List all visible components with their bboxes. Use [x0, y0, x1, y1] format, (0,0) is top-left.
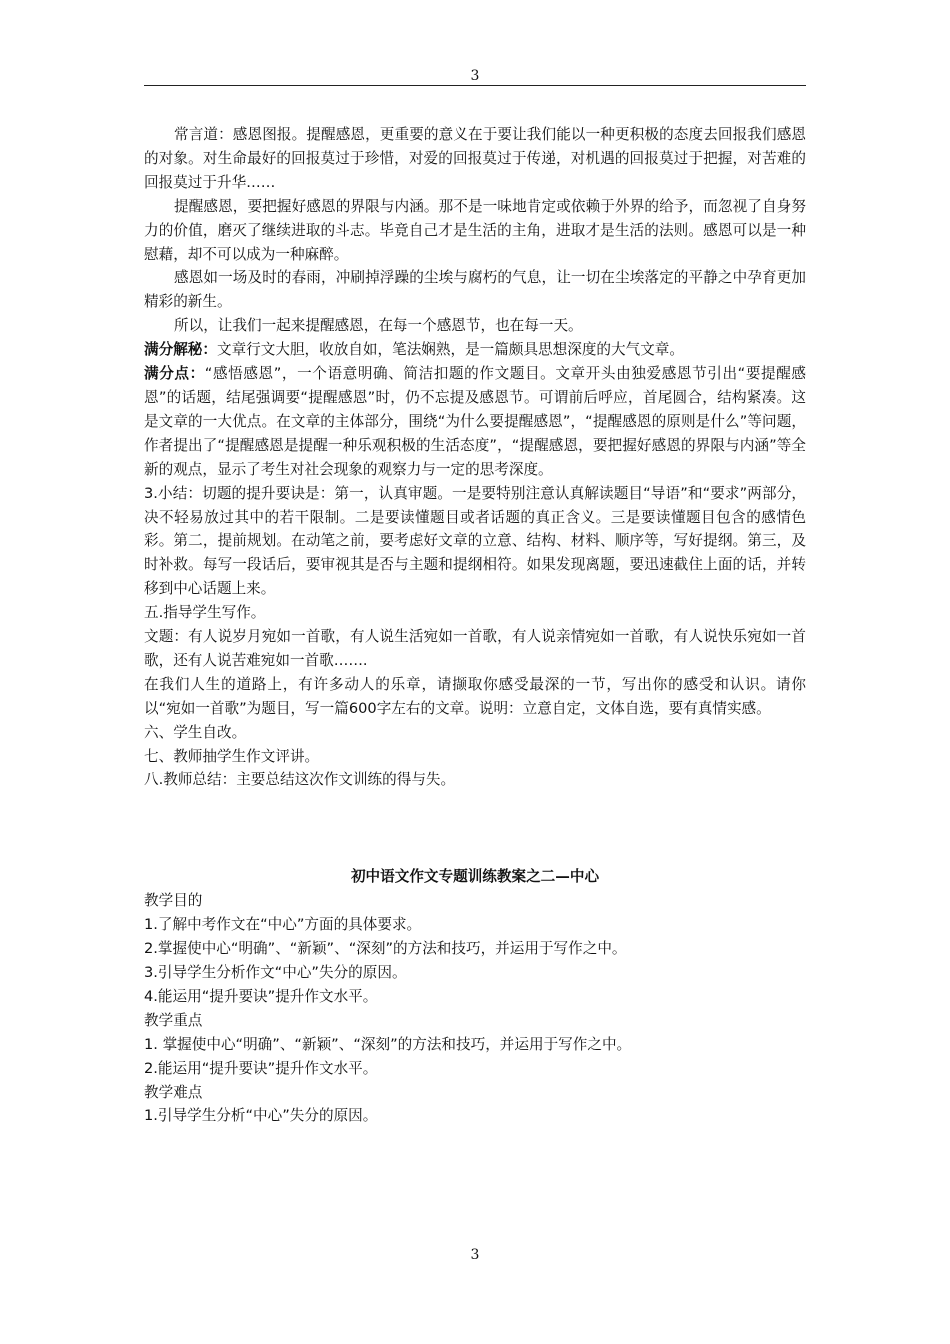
text-full-score-explanation: 文章行文大胆，收放自如，笔法娴熟，是一篇颇具思想深度的大气文章。: [216, 341, 684, 359]
list-item-goal: 3.引导学生分析作文“中心”失分的原因。: [144, 964, 407, 981]
lesson-title: 初中语文作文专题训练教案之二—中心: [350, 868, 600, 886]
label-full-score-points: 满分点：: [144, 365, 205, 383]
heading-teaching-key-points: 教学重点: [144, 1011, 203, 1029]
paragraph-gratitude-boundary: 提醒感恩，要把握好感恩的界限与内涵。那不是一味地肯定或依赖于外界的给予，而忽视了自身努力的价值，磨灭了继续进取的斗志。毕竟自己才是生活的主角，进取才是生活的法则。感恩可以是一种慰藉，却不可以成为一种麻醉。: [144, 197, 806, 263]
step-teacher-review: 七、教师抽学生作文评讲。: [144, 747, 320, 765]
step-teacher-summary: 八.教师总结：主要总结这次作文训练的得与失。: [144, 771, 456, 789]
list-item-key-point: 1. 掌握使中心“明确”、“新颖”、“深刻”的方法和技巧，并运用于写作之中。: [144, 1035, 632, 1053]
paragraph-summary: 3.小结：切题的提升要诀是：第一，认真审题。一是要特别注意认真解读题目“导语”和“要求”两部分，决不轻易放过其中的若干限制。二是要读懂题目或者话题的真正含义。三是要读懂题目包含的感情色彩。第二，提前规划。在动笔之前，要考虑好文章的立意、结构、材料、顺序等，写好提纲。第三，及时补救。每写一段话后，要审视其是否与主题和提纲相符。如果发现离题，要迅速截住上面的话，并转移到中心话题上来。: [144, 484, 806, 598]
list-item-goal: 1.了解中考作文在“中心”方面的具体要求。: [144, 916, 422, 934]
paragraph-essay-requirements: 在我们人生的道路上，有许多动人的乐章，请撷取你感受最深的一节，写出你的感受和认识。请你以“宛如一首歌”为题目，写一篇600字左右的文章。说明：立意自定，文体自选，要有真情实感。: [144, 675, 806, 717]
paragraph-gratitude-rain: 感恩如一场及时的春雨，冲刷掉浮躁的尘埃与腐朽的气息，让一切在尘埃落定的平静之中孕育更加精彩的新生。: [144, 269, 806, 311]
paragraph-gratitude-conclusion: 所以，让我们一起来提醒感恩，在每一个感恩节，也在每一天。: [174, 317, 583, 335]
paragraph-essay-prompt: 文题：有人说岁月宛如一首歌，有人说生活宛如一首歌，有人说亲情宛如一首歌，有人说快乐宛如一首歌，还有人说苦难宛如一首歌…….: [144, 628, 806, 669]
list-item-goal: 4.能运用“提升要诀”提升作文水平。: [144, 987, 378, 1005]
header-rule: [144, 85, 806, 86]
paragraph-full-score-points: [144, 362, 806, 482]
list-item-key-point: 2.能运用“提升要诀”提升作文水平。: [144, 1059, 378, 1077]
list-item-difficulty: 1.引导学生分析“中心”失分的原因。: [144, 1107, 378, 1125]
header-page-number: 3: [470, 68, 480, 84]
heading-teaching-goals: 教学目的: [144, 892, 203, 910]
text-full-score-points: “感悟感恩”，一个语意明确、简洁扣题的作文题目。文章开头由独爱感恩节引出“要提醒感恩”的话题，结尾强调要“提醒感恩”时，仍不忘提及感恩节。可谓前后呼应，首尾圆合，结构紧凑。这是文章的一大优点。在文章的主体部分，围绕“为什么要提醒感恩”，“提醒感恩的原则是什么”等问题，作者提出了“提醒感恩是提醒一种乐观积极的生活态度”，“提醒感恩，要把握好感恩的界限与内涵”等全新的观点，显示了考生对社会现象的观察力与一定的思考深度。: [144, 365, 806, 478]
paragraph-gratitude-repay: 常言道：感恩图报。提醒感恩，更重要的意义在于要让我们能以一种更积极的态度去回报我们感恩的对象。对生命最好的回报莫过于珍惜，对爱的回报莫过于传递，对机遇的回报莫过于把握，对苦难的回报莫过于升华……: [144, 126, 806, 191]
page-content: [144, 123, 806, 1128]
heading-teaching-difficulties: 教学难点: [144, 1083, 203, 1101]
list-item-goal: 2.掌握使中心“明确”、“新颖”、“深刻”的方法和技巧，并运用于写作之中。: [144, 940, 627, 958]
section-gap: [144, 792, 806, 865]
footer-page-number: 3: [470, 1247, 480, 1263]
step-self-revision: 六、学生自改。: [144, 723, 247, 741]
label-full-score-explanation: 满分解秘：: [144, 341, 217, 359]
paragraph-full-score-explanation: [144, 338, 806, 362]
step-guide-writing: 五.指导学生写作。: [144, 604, 266, 622]
